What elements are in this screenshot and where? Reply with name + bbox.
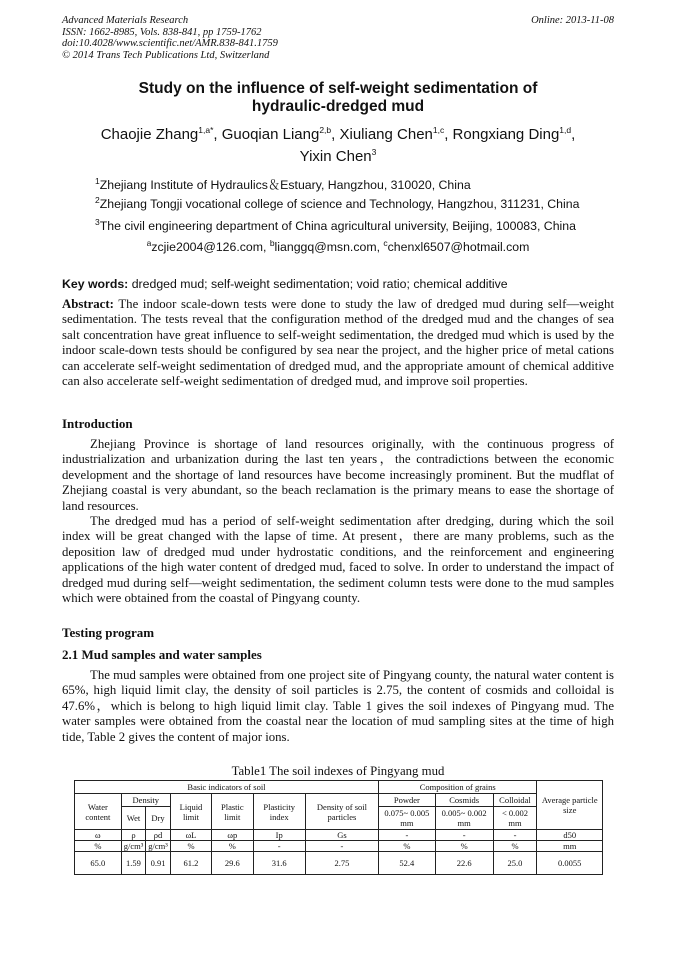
- affiliation-text: Zhejiang Tongji vocational college of science and Technology, Hangzhou, 311231, China: [99, 197, 580, 211]
- samples-paragraph: The mud samples were obtained from one project site of Pingyang county, the natural water content is 65%, high liquid limit clay, the density of soil particles is 2.75, the content of cosmids and colloidal is 47.6%，which is belong to high liquid limit clay. Table 1 gives the soil indexes of Pingyang mud. The water samples were obtained from the coastal near the location of mud sampling sites at the time of high tide, Table 2 gives the content of major ions.: [62, 668, 614, 744]
- table-value-cell: 29.6: [212, 852, 253, 875]
- table-value-cell: 2.75: [305, 852, 378, 875]
- affiliation-sup: 1: [95, 175, 100, 186]
- author-line-2: [62, 146, 614, 168]
- author-name: Yixin Chen: [299, 148, 372, 165]
- author-name: , Guoqian Liang: [213, 126, 320, 143]
- affiliation-sup: 3: [95, 216, 100, 227]
- table-symbol-cell: -: [493, 830, 537, 841]
- affiliation-2: [95, 194, 580, 211]
- email-line: [62, 237, 614, 254]
- table-value-cell: 61.2: [170, 852, 211, 875]
- table-row: [75, 852, 603, 875]
- table-header-cell: Cosmids: [435, 794, 493, 807]
- author-list: [62, 124, 614, 168]
- samples-body: [62, 668, 614, 745]
- table-header-cell: Liquid limit: [170, 794, 211, 830]
- table-group-header: Composition of grains: [378, 781, 537, 794]
- abstract-text: The indoor scale-down tests were done to study the law of dredged mud during self—weight sedimentation. The tests reveal that the configuration method of the dredged mud and the changes of sea salt concentration have great influence to self-weight sedimentation, the dredged mud which is used by the indoor scale-down tests should be configured by sea near the project, and the higher price of metal cations can accelerate self-weight sedimentation of dredged mud, and the appropriate amount of chemical additive can also accelerate self-weight sedimentation of dredged mud, and improve soil properties.: [62, 297, 614, 389]
- introduction-heading: Introduction: [62, 416, 133, 431]
- table-value-cell: 1.59: [121, 852, 146, 875]
- journal-name: Advanced Materials Research: [62, 15, 189, 26]
- author-sup: 3: [371, 147, 377, 157]
- table-unit-cell: %: [212, 841, 253, 852]
- issn-line: ISSN: 1662-8985, Vols. 838-841, pp 1759-1762: [62, 26, 262, 38]
- table-header-cell: Water content: [75, 794, 122, 830]
- introduction-body: [62, 437, 614, 606]
- author-line-1: [62, 124, 614, 146]
- table-unit-cell: g/cm³: [121, 841, 146, 852]
- table-symbol-cell: Ip: [253, 830, 305, 841]
- table-header-cell: Wet: [121, 807, 146, 830]
- title-line-2: hydraulic-dredged mud: [251, 98, 425, 115]
- introduction-paragraph-2: The dredged mud has a period of self-weight sedimentation after dredging, during which the soil index will be great changed with the lapse of time. At present，there are many problems, such as the deposition law of dredged mud under hydrostatic conditions, and the reinforcement and engineering applications of the high water content of dredged mud, faced to solve. In order to understand the impact of dredged mud during self—weight sedimentation, the sediment column tests were done to the mud samples which were obtained from the coastal of Pingyang county.: [62, 514, 614, 606]
- subsection-heading: 2.1 Mud samples and water samples: [62, 647, 262, 662]
- keywords-label: Key words:: [62, 277, 129, 291]
- email-address: lianggq@msn.com,: [274, 240, 384, 254]
- author-name: , Xiuliang Chen: [331, 126, 433, 143]
- author-sup: 1,d: [559, 125, 572, 135]
- affiliation-sup: 2: [95, 194, 100, 205]
- table-header-cell: Colloidal: [493, 794, 537, 807]
- email-address: chenxl6507@hotmail.com: [387, 240, 530, 254]
- table-header-cell: Plastic limit: [212, 794, 253, 830]
- table-header-cell: 0.005~ 0.002 mm: [435, 807, 493, 830]
- table-row: [75, 781, 603, 794]
- author-sup: 1,a*: [198, 125, 214, 135]
- table-value-cell: 25.0: [493, 852, 537, 875]
- table-symbol-cell: -: [378, 830, 435, 841]
- affiliation-3: [95, 216, 576, 233]
- author-separator: ,: [571, 126, 576, 143]
- author-sup: 2,b: [319, 125, 332, 135]
- table-row: [75, 841, 603, 852]
- table-symbol-cell: ωL: [170, 830, 211, 841]
- keywords-text: dredged mud; self-weight sedimentation; void ratio; chemical additive: [128, 277, 508, 291]
- abstract-label: Abstract:: [62, 297, 114, 311]
- table-unit-cell: g/cm³: [146, 841, 171, 852]
- table-unit-cell: -: [253, 841, 305, 852]
- table-unit-cell: %: [75, 841, 122, 852]
- table-header-cell: Density: [121, 794, 170, 807]
- table-value-cell: 22.6: [435, 852, 493, 875]
- doi-line: doi:10.4028/www.scientific.net/AMR.838-841.1759: [62, 38, 278, 49]
- table-row: [75, 794, 603, 807]
- table-header-cell: Average particle size: [537, 781, 603, 830]
- author-name: Chaojie Zhang: [100, 126, 199, 143]
- email-address: zcjie2004@126.com,: [151, 240, 270, 254]
- author-sup: 1,c: [432, 125, 445, 135]
- affiliation-text: Zhejiang Institute of Hydraulics＆Estuary, Hangzhou, 310020, China: [99, 178, 471, 192]
- keywords: [62, 277, 614, 291]
- testing-program-heading: Testing program: [62, 625, 155, 640]
- table-unit-cell: %: [170, 841, 211, 852]
- title-line-1: Study on the influence of self-weight sedimentation of: [138, 80, 538, 97]
- online-date: Online: 2013-11-08: [531, 15, 614, 26]
- table-row: [75, 830, 603, 841]
- table-header-cell: Plasticity index: [253, 794, 305, 830]
- table-value-cell: 31.6: [253, 852, 305, 875]
- table-symbol-cell: ρd: [146, 830, 171, 841]
- introduction-paragraph-1: Zhejiang Province is shortage of land resources originally, with the continuous progress of industrialization and urbanization during the last ten years，the contradictions between the economic development and the shortage of land resources have become increasingly prominent. But the mudflat of Zhejiang coastal is very abundant, so the beach reclamation is the primary means to ease the shortage of land resources.: [62, 437, 614, 513]
- table-symbol-cell: ωp: [212, 830, 253, 841]
- abstract-paragraph: [62, 297, 614, 389]
- table-header-cell: Density of soil particles: [305, 794, 378, 830]
- author-name: , Rongxiang Ding: [444, 126, 560, 143]
- email-sup: a: [146, 237, 152, 248]
- table-symbol-cell: d50: [537, 830, 603, 841]
- table-header-cell: Powder: [378, 794, 435, 807]
- table-unit-cell: -: [305, 841, 378, 852]
- table-value-cell: 65.0: [75, 852, 122, 875]
- affiliation-text: The civil engineering department of China agricultural university, Beijing, 100083, China: [99, 219, 576, 233]
- table-header-cell: 0.075~ 0.005 mm: [378, 807, 435, 830]
- table-unit-cell: mm: [537, 841, 603, 852]
- abstract: [62, 297, 614, 389]
- table-symbol-cell: Gs: [305, 830, 378, 841]
- table-caption: Table1 The soil indexes of Pingyang mud: [231, 764, 445, 778]
- table-value-cell: 52.4: [378, 852, 435, 875]
- email-sup: c: [383, 237, 388, 248]
- table-unit-cell: %: [378, 841, 435, 852]
- paper-title: [62, 80, 614, 116]
- table-symbol-cell: -: [435, 830, 493, 841]
- table-value-cell: 0.0055: [537, 852, 603, 875]
- table-unit-cell: %: [493, 841, 537, 852]
- table-group-header: Basic indicators of soil: [75, 781, 379, 794]
- table-symbol-cell: ω: [75, 830, 122, 841]
- table-symbol-cell: ρ: [121, 830, 146, 841]
- table-header-cell: < 0.002 mm: [493, 807, 537, 830]
- table-unit-cell: %: [435, 841, 493, 852]
- soil-index-table: [74, 780, 603, 875]
- table-value-cell: 0.91: [146, 852, 171, 875]
- table-header-cell: Dry: [146, 807, 171, 830]
- copyright-line: © 2014 Trans Tech Publications Ltd, Switzerland: [62, 49, 270, 61]
- email-sup: b: [269, 237, 275, 248]
- affiliation-1: [95, 175, 471, 193]
- journal-header: [62, 15, 614, 61]
